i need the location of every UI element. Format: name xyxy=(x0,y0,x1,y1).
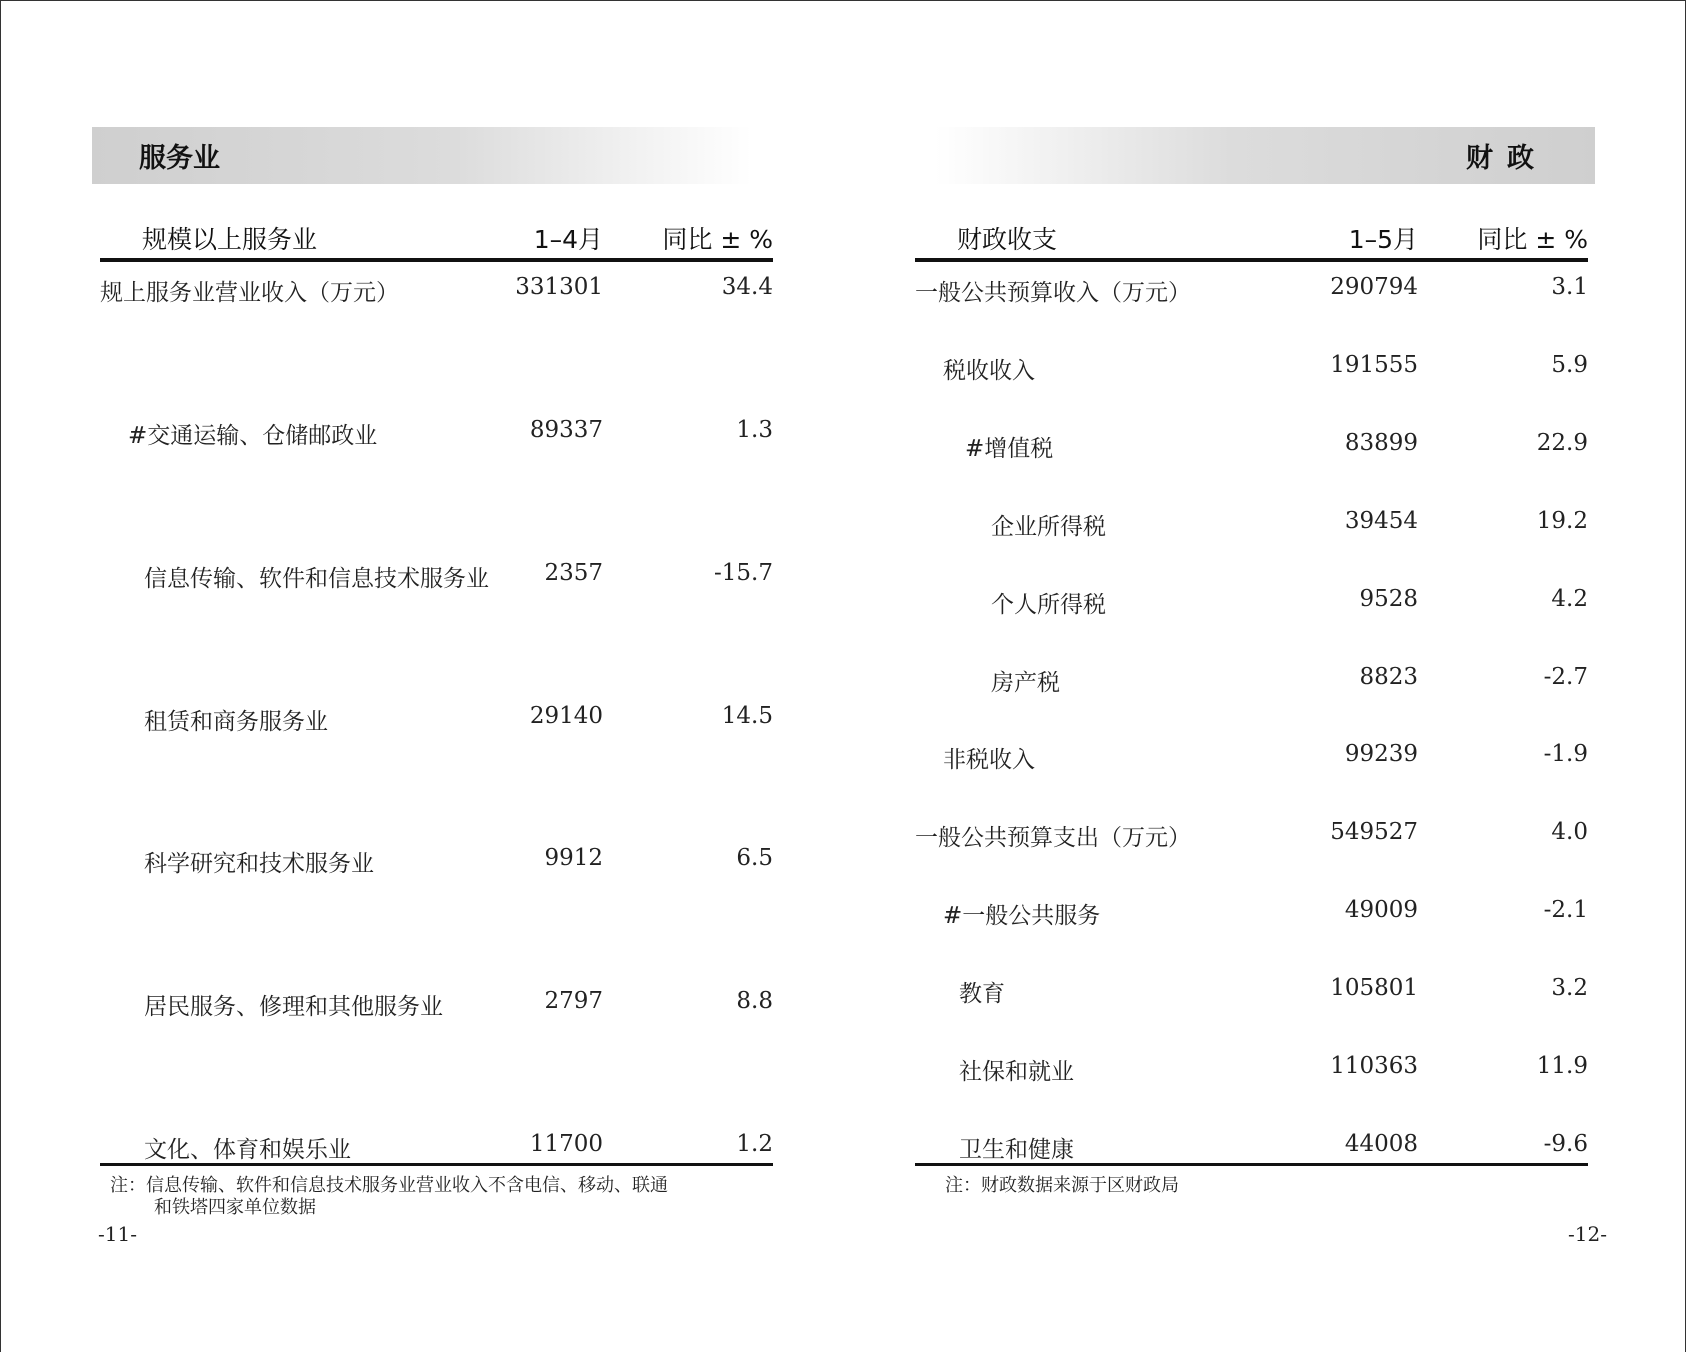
note-line-1: 注：财政数据来源于区财政局 xyxy=(945,1175,1179,1196)
row-name: 文化、体育和娱乐业 xyxy=(144,1137,351,1163)
table-row xyxy=(915,664,1588,698)
page-number: -12- xyxy=(1568,1222,1607,1246)
section-title: 财政 xyxy=(1466,143,1548,174)
table-row xyxy=(915,819,1588,853)
page-12 xyxy=(843,0,1686,1353)
row-name: #增值税 xyxy=(965,435,1054,462)
table-bottom-rule xyxy=(100,1163,773,1166)
row-name: 一般公共预算支出（万元） xyxy=(915,825,1191,852)
table-row xyxy=(915,430,1588,464)
table-row xyxy=(915,1053,1588,1087)
table-row xyxy=(915,586,1588,620)
row-name: #交通运输、仓储邮政业 xyxy=(128,422,378,449)
row-name: 非税收入 xyxy=(943,747,1035,774)
table-row xyxy=(915,352,1588,386)
row-yoy: 4.2 xyxy=(1551,585,1588,612)
header-period: 1–5月 xyxy=(1348,225,1418,254)
row-value: 89337 xyxy=(529,416,603,443)
row-name: 社保和就业 xyxy=(959,1059,1074,1086)
row-value: 191555 xyxy=(1330,351,1418,378)
table-row xyxy=(915,975,1588,1009)
row-value: 331301 xyxy=(515,274,603,300)
row-name: 一般公共预算收入（万元） xyxy=(915,280,1191,306)
table-row xyxy=(100,560,773,594)
table-row xyxy=(100,274,773,308)
row-yoy: 22.9 xyxy=(1536,429,1588,456)
table-bottom-rule xyxy=(915,1163,1588,1166)
table-row xyxy=(915,1131,1588,1165)
header-indicator: 规模以上服务业 xyxy=(142,225,318,254)
header-period: 1–4月 xyxy=(533,225,603,254)
row-name: 个人所得税 xyxy=(991,591,1106,618)
row-yoy: 8.8 xyxy=(736,988,773,1015)
table-row xyxy=(915,508,1588,542)
row-value: 549527 xyxy=(1330,819,1418,846)
row-yoy: -2.1 xyxy=(1543,897,1588,924)
row-yoy: 5.9 xyxy=(1551,351,1588,378)
row-value: 9528 xyxy=(1359,585,1418,612)
row-value: 105801 xyxy=(1330,975,1418,1002)
table-header xyxy=(915,218,1588,262)
row-value: 29140 xyxy=(529,702,603,729)
row-value: 11700 xyxy=(529,1131,603,1157)
page-number: -11- xyxy=(98,1222,137,1246)
row-value: 2797 xyxy=(544,988,603,1015)
row-value: 49009 xyxy=(1344,897,1418,924)
row-name: 税收收入 xyxy=(943,357,1035,384)
row-yoy: 11.9 xyxy=(1536,1053,1588,1080)
row-yoy: 6.5 xyxy=(736,845,773,872)
row-value: 2357 xyxy=(544,559,603,586)
row-value: 83899 xyxy=(1344,429,1418,456)
row-yoy: -9.6 xyxy=(1543,1131,1588,1157)
row-yoy: -1.9 xyxy=(1543,741,1588,768)
row-value: 9912 xyxy=(544,845,603,872)
header-yoy: 同比 ± % xyxy=(662,225,773,254)
row-yoy: 1.3 xyxy=(736,416,773,443)
row-yoy: 1.2 xyxy=(736,1131,773,1157)
row-yoy: 4.0 xyxy=(1551,819,1588,846)
row-yoy: 14.5 xyxy=(721,702,773,729)
table-row xyxy=(915,274,1588,308)
row-value: 39454 xyxy=(1344,507,1418,534)
row-yoy: -15.7 xyxy=(714,559,773,586)
row-yoy: 19.2 xyxy=(1536,507,1588,534)
row-name: 企业所得税 xyxy=(991,513,1106,540)
row-name: 规上服务业营业收入（万元） xyxy=(100,280,399,306)
row-yoy: -2.7 xyxy=(1543,663,1588,690)
row-name: 科学研究和技术服务业 xyxy=(144,851,374,878)
table-row xyxy=(915,897,1588,931)
table-row xyxy=(100,988,773,1022)
table-row xyxy=(100,417,773,451)
table-row xyxy=(100,1131,773,1165)
note-line-1: 注：信息传输、软件和信息技术服务业营业收入不含电信、移动、联通 xyxy=(110,1175,668,1196)
section-banner-services xyxy=(92,127,752,184)
note-line-2: 和铁塔四家单位数据 xyxy=(154,1197,316,1218)
row-name: 居民服务、修理和其他服务业 xyxy=(144,994,443,1021)
table-row xyxy=(100,845,773,879)
table-header xyxy=(100,218,773,262)
row-name: 卫生和健康 xyxy=(959,1137,1074,1163)
section-banner-finance xyxy=(935,127,1595,184)
row-value: 99239 xyxy=(1344,741,1418,768)
row-yoy: 3.2 xyxy=(1551,975,1588,1002)
row-name: 教育 xyxy=(959,981,1005,1008)
header-indicator: 财政收支 xyxy=(957,225,1058,254)
row-name: 房产税 xyxy=(991,669,1060,696)
section-title: 服务业 xyxy=(139,143,220,174)
table-note xyxy=(110,1175,770,1219)
row-yoy: 34.4 xyxy=(721,274,773,300)
row-name: #一般公共服务 xyxy=(943,903,1101,930)
row-yoy: 3.1 xyxy=(1551,274,1588,300)
table-note xyxy=(945,1175,1605,1197)
row-value: 290794 xyxy=(1330,274,1418,300)
row-value: 110363 xyxy=(1330,1053,1418,1080)
header-yoy: 同比 ± % xyxy=(1477,225,1588,254)
row-value: 44008 xyxy=(1344,1131,1418,1157)
table-row xyxy=(100,703,773,737)
row-value: 8823 xyxy=(1359,663,1418,690)
table-row xyxy=(915,741,1588,775)
row-name: 信息传输、软件和信息技术服务业 xyxy=(144,565,489,592)
row-name: 租赁和商务服务业 xyxy=(144,708,328,735)
